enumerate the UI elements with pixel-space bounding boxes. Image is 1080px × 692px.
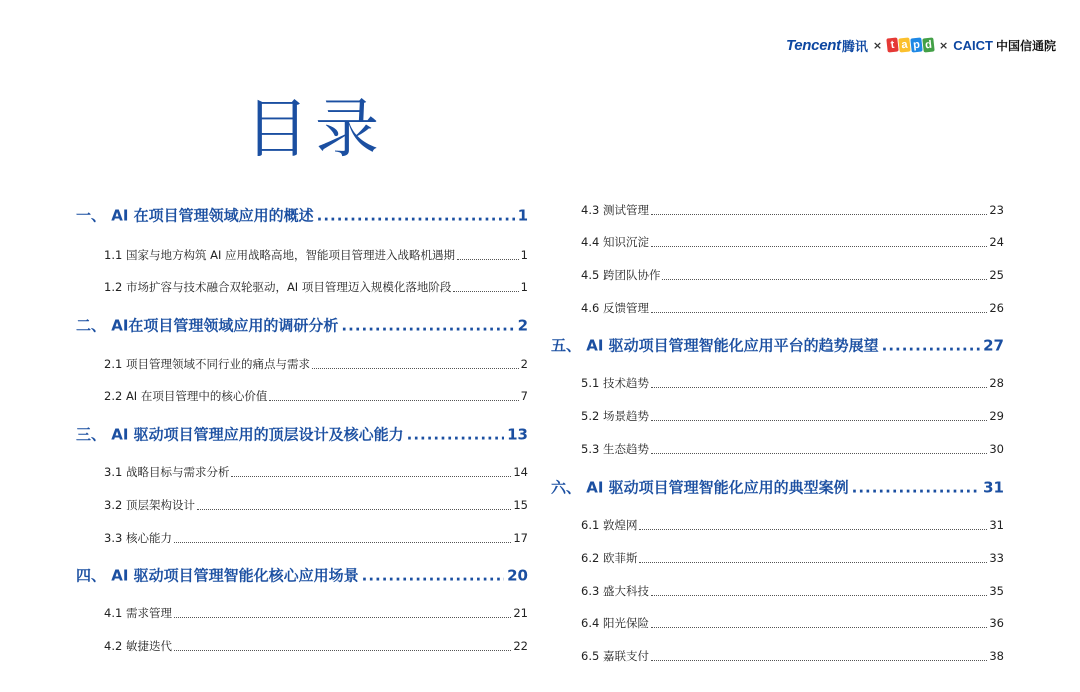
toc-subsection[interactable]: [551, 441, 1004, 457]
toc-dot-leader: [457, 258, 519, 260]
toc-subsection[interactable]: [551, 267, 1004, 283]
toc-page-number: 22: [513, 639, 528, 653]
toc-dot-leader: [651, 386, 987, 388]
toc-entry-label: 4.2 敏捷迭代: [104, 639, 172, 653]
tapd-letter: t: [886, 37, 898, 52]
toc-page-number: 1: [520, 248, 528, 262]
tapd-letter: a: [898, 37, 910, 52]
toc-dot-leader: [651, 452, 987, 454]
toc-dot-leader: [231, 475, 511, 477]
toc-page-number: 36: [989, 616, 1004, 630]
toc-entry-label: 一、 AI 在项目管理领域应用的概述: [76, 206, 314, 225]
toc-dot-leader: [407, 426, 504, 444]
toc-entry-label: 二、 AI在项目管理领域应用的调研分析: [76, 316, 339, 335]
toc-entry-label: 4.3 测试管理: [581, 203, 649, 217]
toc-page-number: 35: [989, 584, 1004, 598]
toc-page-number: 30: [989, 442, 1004, 456]
toc-section-heading[interactable]: [551, 477, 1004, 498]
toc-subsection[interactable]: [76, 247, 528, 263]
toc-page-number: 17: [513, 531, 528, 545]
toc-subsection[interactable]: [551, 202, 1004, 218]
toc-page-number: 23: [989, 203, 1004, 217]
toc-page-number: 38: [989, 649, 1004, 663]
toc-entry-label: 五、 AI 驱动项目管理智能化应用平台的趋势展望: [551, 336, 879, 355]
toc-dot-leader: [197, 508, 511, 510]
toc-page-number: 1: [517, 206, 528, 225]
toc-subsection[interactable]: [76, 279, 528, 295]
toc-entry-label: 6.5 嘉联支付: [581, 649, 649, 663]
toc-section-heading[interactable]: [76, 424, 528, 445]
toc-subsection[interactable]: [551, 615, 1004, 631]
toc-page-number: 2: [520, 357, 528, 371]
toc-dot-leader: [651, 311, 987, 313]
toc-dot-leader: [651, 594, 987, 596]
toc-dot-leader: [362, 567, 504, 585]
toc-page-number: 1: [520, 280, 528, 294]
toc-entry-label: 6.2 欧菲斯: [581, 551, 638, 565]
logo-separator: ×: [872, 38, 883, 52]
toc-dot-leader: [651, 245, 987, 247]
toc-entry-label: 3.3 核心能力: [104, 531, 172, 545]
toc-entry-label: 三、 AI 驱动项目管理应用的顶层设计及核心能力: [76, 425, 404, 444]
toc-entry-label: 1.1 国家与地方构筑 AI 应用战略高地，智能项目管理进入战略机遇期: [104, 248, 456, 262]
toc-page-number: 29: [989, 409, 1004, 423]
page-title: 目录: [245, 93, 385, 167]
toc-subsection[interactable]: [551, 550, 1004, 566]
toc-entry-label: 4.5 跨团队协作: [581, 268, 661, 282]
toc-entry-label: 6.4 阳光保险: [581, 616, 649, 630]
toc-dot-leader: [651, 213, 987, 215]
toc-page-number: 33: [989, 551, 1004, 565]
toc-entry-label: 3.2 顶层架构设计: [104, 498, 195, 512]
toc-section-heading[interactable]: [76, 315, 528, 336]
toc-dot-leader: [639, 561, 987, 563]
toc-page-number: 24: [989, 235, 1004, 249]
toc-dot-leader: [662, 278, 987, 280]
toc-dot-leader: [317, 207, 515, 225]
toc-page-number: 20: [507, 566, 528, 585]
tencent-logo: Tencent: [785, 36, 841, 54]
toc-dot-leader: [882, 337, 980, 355]
toc-page-number: 31: [983, 478, 1004, 497]
toc-subsection[interactable]: [551, 234, 1004, 250]
toc-dot-leader: [341, 317, 514, 335]
toc-subsection[interactable]: [551, 517, 1004, 533]
caict-logo-cn: 中国信通院: [995, 38, 1056, 53]
toc-subsection[interactable]: [551, 375, 1004, 391]
toc-page-number: 31: [989, 518, 1004, 532]
toc-subsection[interactable]: [76, 638, 528, 654]
toc-dot-leader: [651, 659, 987, 661]
tapd-letter: d: [922, 37, 934, 52]
toc-entry-label: 2.1 项目管理领域不同行业的痛点与需求: [104, 357, 310, 371]
caict-logo: CAICT: [953, 37, 993, 53]
toc-entry-label: 4.6 反馈管理: [581, 301, 649, 315]
toc-entry-label: 六、 AI 驱动项目管理智能化应用的典型案例: [551, 478, 849, 497]
toc-page-number: 7: [520, 389, 528, 403]
toc-subsection[interactable]: [76, 464, 528, 480]
toc-entry-label: 四、 AI 驱动项目管理智能化核心应用场景: [76, 566, 359, 585]
toc-entry-label: 5.2 场景趋势: [581, 409, 649, 423]
toc-section-heading[interactable]: [551, 335, 1004, 356]
toc-subsection[interactable]: [76, 356, 528, 372]
tapd-logo: [887, 38, 934, 52]
toc-entry-label: 5.1 技术趋势: [581, 376, 649, 390]
toc-dot-leader: [852, 479, 980, 497]
toc-page-number: 13: [507, 425, 528, 444]
toc-entry-label: 4.4 知识沉淀: [581, 235, 649, 249]
toc-subsection[interactable]: [76, 605, 528, 621]
toc-section-heading[interactable]: [76, 565, 528, 586]
toc-page-number: 26: [989, 301, 1004, 315]
toc-dot-leader: [651, 626, 987, 628]
toc-entry-label: 6.3 盛大科技: [581, 584, 649, 598]
toc-dot-leader: [269, 399, 518, 401]
toc-page-number: 21: [513, 606, 528, 620]
toc-entry-label: 6.1 敦煌网: [581, 518, 638, 532]
toc-dot-leader: [174, 649, 511, 651]
partner-logos: [786, 34, 1056, 56]
toc-entry-label: 3.1 战略目标与需求分析: [104, 465, 230, 479]
toc-dot-leader: [651, 419, 987, 421]
toc-page-number: 15: [513, 498, 528, 512]
toc-entry-label: 2.2 AI 在项目管理中的核心价值: [104, 389, 268, 403]
toc-entry-label: 4.1 需求管理: [104, 606, 172, 620]
toc-subsection[interactable]: [551, 300, 1004, 316]
toc-page-number: 14: [513, 465, 528, 479]
toc-page-number: 2: [517, 316, 528, 335]
toc-dot-leader: [174, 616, 511, 618]
toc-dot-leader: [312, 367, 519, 369]
toc-subsection[interactable]: [76, 388, 528, 404]
toc-dot-leader: [453, 290, 518, 292]
toc-dot-leader: [174, 541, 511, 543]
toc-subsection[interactable]: [76, 530, 528, 546]
toc-subsection[interactable]: [551, 648, 1004, 664]
tencent-logo-cn: 腾讯: [841, 39, 868, 55]
toc-dot-leader: [639, 528, 987, 530]
toc-entry-label: 1.2 市场扩容与技术融合双轮驱动，AI 项目管理迈入规模化落地阶段: [104, 280, 452, 294]
toc-subsection[interactable]: [551, 583, 1004, 599]
toc-entry-label: 5.3 生态趋势: [581, 442, 649, 456]
toc-section-heading[interactable]: [76, 205, 528, 226]
toc-subsection[interactable]: [551, 408, 1004, 424]
toc-page-number: 28: [989, 376, 1004, 390]
logo-separator: ×: [939, 38, 949, 52]
toc-page-number: 25: [989, 268, 1004, 282]
toc-page-number: 27: [983, 336, 1004, 355]
toc-subsection[interactable]: [76, 497, 528, 513]
tapd-letter: p: [910, 37, 922, 52]
